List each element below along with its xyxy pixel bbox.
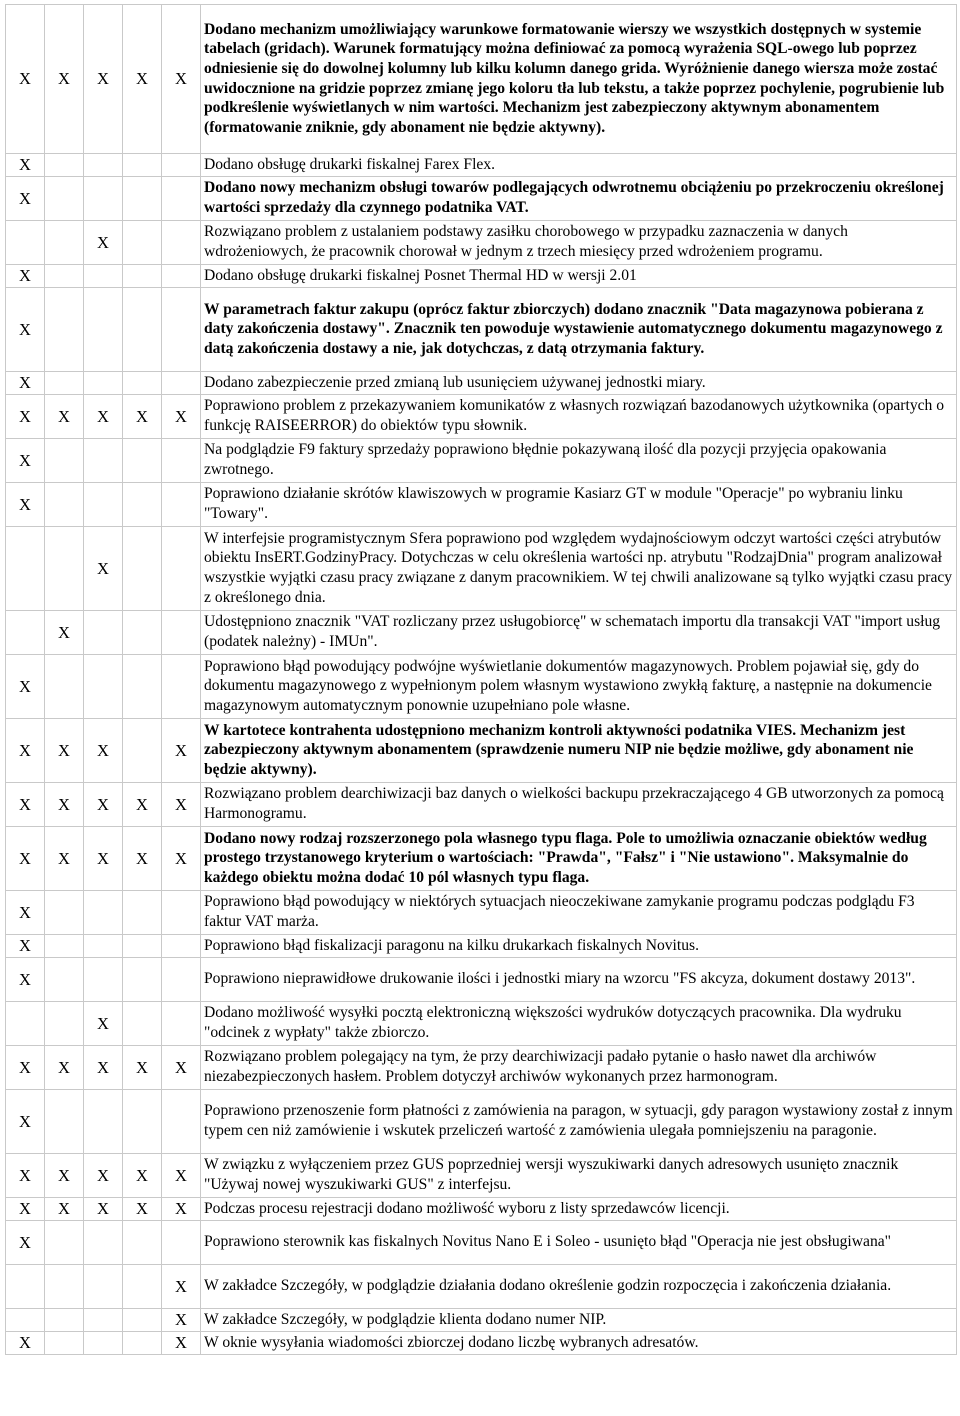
table-row: [6, 1198, 957, 1221]
module-mark-cell: [84, 372, 123, 395]
module-mark-cell: X: [6, 1154, 45, 1198]
change-description: Dodano zabezpieczenie przed zmianą lub usunięciem używanej jednostki miary.: [201, 372, 957, 395]
module-mark-cell: [45, 891, 84, 935]
table-row: [6, 935, 957, 958]
module-mark-cell: X: [123, 827, 162, 891]
module-mark-cell: [84, 935, 123, 958]
module-mark-cell: X: [84, 1046, 123, 1090]
module-mark-cell: [123, 527, 162, 611]
module-mark-cell: [162, 1090, 201, 1154]
module-mark-cell: X: [45, 1154, 84, 1198]
module-mark-cell: [162, 958, 201, 1002]
change-description: Dodano nowy rodzaj rozszerzonego pola własnego typu flaga. Pole to umożliwia oznaczanie obiektów według prostego trzystanowego kryterium o wartościach: "Prawda", "Fałsz" i "Nie ustawiono". Maksymalnie do każdego obiektu można dodać 10 pól własnych typu flaga.: [201, 827, 957, 891]
table-row: [6, 719, 957, 783]
module-mark-cell: [45, 154, 84, 177]
module-mark-cell: X: [45, 395, 84, 439]
module-mark-cell: [45, 288, 84, 372]
table-row: [6, 655, 957, 719]
module-mark-cell: X: [162, 719, 201, 783]
module-mark-cell: [6, 1002, 45, 1046]
table-row: [6, 783, 957, 827]
module-mark-cell: [162, 177, 201, 221]
module-mark-cell: [84, 655, 123, 719]
module-mark-cell: X: [45, 5, 84, 154]
module-mark-cell: X: [123, 395, 162, 439]
module-mark-cell: [45, 1002, 84, 1046]
module-mark-cell: [84, 439, 123, 483]
module-mark-cell: [84, 1309, 123, 1332]
module-mark-cell: X: [84, 221, 123, 265]
module-mark-cell: [123, 265, 162, 288]
module-mark-cell: [162, 935, 201, 958]
module-mark-cell: X: [45, 827, 84, 891]
module-mark-cell: [123, 655, 162, 719]
module-mark-cell: X: [6, 1046, 45, 1090]
table-row: [6, 1154, 957, 1198]
module-mark-cell: X: [6, 439, 45, 483]
module-mark-cell: [6, 527, 45, 611]
table-row: [6, 177, 957, 221]
table-row: [6, 1221, 957, 1265]
module-mark-cell: X: [6, 1332, 45, 1355]
module-mark-cell: X: [162, 1265, 201, 1309]
module-mark-cell: X: [84, 395, 123, 439]
table-row: [6, 827, 957, 891]
module-mark-cell: X: [162, 5, 201, 154]
module-mark-cell: [123, 288, 162, 372]
module-mark-cell: [84, 177, 123, 221]
module-mark-cell: [45, 221, 84, 265]
module-mark-cell: X: [6, 1198, 45, 1221]
module-mark-cell: X: [6, 483, 45, 527]
module-mark-cell: [162, 265, 201, 288]
module-mark-cell: X: [6, 891, 45, 935]
module-mark-cell: X: [84, 1154, 123, 1198]
module-mark-cell: [162, 891, 201, 935]
module-mark-cell: X: [45, 783, 84, 827]
module-mark-cell: [162, 439, 201, 483]
module-mark-cell: X: [6, 372, 45, 395]
change-description: W zakładce Szczegóły, w podglądzie działania dodano określenie godzin rozpoczęcia i zakończenia działania.: [201, 1265, 957, 1309]
module-mark-cell: [45, 1221, 84, 1265]
module-mark-cell: X: [84, 783, 123, 827]
module-mark-cell: [84, 1221, 123, 1265]
change-description: Dodano nowy mechanizm obsługi towarów podlegających odwrotnemu obciążeniu po przekroczeniu określonej wartości sprzedaży dla czynnego podatnika VAT.: [201, 177, 957, 221]
change-description: Poprawiono błąd powodujący w niektórych sytuacjach nieoczekiwane zamykanie programu podczas podglądu F3 faktur VAT marża.: [201, 891, 957, 935]
module-mark-cell: X: [6, 719, 45, 783]
module-mark-cell: X: [6, 265, 45, 288]
module-mark-cell: [6, 1265, 45, 1309]
change-description: Poprawiono nieprawidłowe drukowanie ilości i jednostki miary na wzorcu "FS akcyza, dokument dostawy 2013".: [201, 958, 957, 1002]
module-mark-cell: [123, 1090, 162, 1154]
module-mark-cell: [84, 1090, 123, 1154]
table-row: [6, 1309, 957, 1332]
change-description: W związku z wyłączeniem przez GUS poprzedniej wersji wyszukiwarki danych adresowych usunięto znacznik "Używaj nowej wyszukiwarki GUS" z interfejsu.: [201, 1154, 957, 1198]
module-mark-cell: [45, 1309, 84, 1332]
module-mark-cell: [45, 265, 84, 288]
module-mark-cell: X: [6, 655, 45, 719]
table-row: [6, 5, 957, 154]
module-mark-cell: [6, 611, 45, 655]
module-mark-cell: [123, 611, 162, 655]
module-mark-cell: [84, 154, 123, 177]
change-description: Podczas procesu rejestracji dodano możliwość wyboru z listy sprzedawców licencji.: [201, 1198, 957, 1221]
change-description: Rozwiązano problem z ustalaniem podstawy zasiłku chorobowego w przypadku zaznaczenia w danych wdrożeniowych, że pracownik chorował w jednym z trzech miesięcy przed wdrożeniem programu.: [201, 221, 957, 265]
module-mark-cell: [6, 1309, 45, 1332]
change-description: W kartotece kontrahenta udostępniono mechanizm kontroli aktywności podatnika VIES. Mechanizm jest zabezpieczony aktywnym abonamentem (sprawdzenie numeru NIP nie będzie możliwe, gdy abonament nie będzie aktywny).: [201, 719, 957, 783]
module-mark-cell: [123, 1221, 162, 1265]
change-description: Na podglądzie F9 faktury sprzedaży poprawiono błędnie pokazywaną ilość dla pozycji przyjęcia opakowania zwrotnego.: [201, 439, 957, 483]
module-mark-cell: [123, 177, 162, 221]
module-mark-cell: [162, 611, 201, 655]
module-mark-cell: [162, 154, 201, 177]
module-mark-cell: [162, 288, 201, 372]
table-row: [6, 1265, 957, 1309]
module-mark-cell: X: [6, 288, 45, 372]
change-description: Dodano mechanizm umożliwiający warunkowe formatowanie wierszy we wszystkich dostępnych w systemie tabelach (gridach). Warunek formatujący można definiować za pomocą wyrażenia SQL-owego lub poprzez odniesienie się do dowolnej kolumny lub kilku kolumn danego grida. Wyróżnienie danego wiersza może zostać uwidocznione na gridzie poprzez zmianę jego koloru tła lub tekstu, a także poprzez pochylenie, pogrubienie lub podkreślenie wyświetlanych w nim wartości. Mechanizm jest zabezpieczony aktywnym abonamentem (formatowanie zniknie, gdy abonament nie będzie aktywny).: [201, 5, 957, 154]
module-mark-cell: [123, 935, 162, 958]
module-mark-cell: X: [84, 527, 123, 611]
module-mark-cell: [45, 958, 84, 1002]
table-row: [6, 958, 957, 1002]
module-mark-cell: X: [162, 1198, 201, 1221]
module-mark-cell: X: [6, 783, 45, 827]
module-mark-cell: [123, 891, 162, 935]
module-mark-cell: [45, 935, 84, 958]
module-mark-cell: [123, 1002, 162, 1046]
module-mark-cell: [84, 1332, 123, 1355]
module-mark-cell: X: [6, 5, 45, 154]
module-mark-cell: X: [6, 827, 45, 891]
module-mark-cell: [84, 958, 123, 1002]
module-mark-cell: X: [162, 783, 201, 827]
module-mark-cell: [45, 527, 84, 611]
module-mark-cell: X: [6, 395, 45, 439]
module-mark-cell: [162, 655, 201, 719]
module-mark-cell: X: [162, 827, 201, 891]
module-mark-cell: X: [45, 1046, 84, 1090]
change-description: Poprawiono sterownik kas fiskalnych Novitus Nano E i Soleo - usunięto błąd "Operacja nie jest obsługiwana": [201, 1221, 957, 1265]
table-row: [6, 395, 957, 439]
module-mark-cell: [123, 439, 162, 483]
module-mark-cell: X: [6, 1221, 45, 1265]
change-description: Dodano obsługę drukarki fiskalnej Farex Flex.: [201, 154, 957, 177]
module-mark-cell: X: [6, 1090, 45, 1154]
module-mark-cell: [123, 958, 162, 1002]
module-mark-cell: [123, 221, 162, 265]
module-mark-cell: X: [84, 1002, 123, 1046]
change-description: Poprawiono przenoszenie form płatności z zamówienia na paragon, w sytuacji, gdy paragon wystawiony został z innym typem cen niż zamówienie i wskutek przeliczeń wartość z zamówienia ulegała pomniejszeniu na paragonie.: [201, 1090, 957, 1154]
module-mark-cell: [162, 221, 201, 265]
changelog-table: [5, 4, 957, 1355]
table-row: [6, 611, 957, 655]
module-mark-cell: [84, 611, 123, 655]
table-row: [6, 1002, 957, 1046]
module-mark-cell: X: [84, 1198, 123, 1221]
module-mark-cell: X: [45, 719, 84, 783]
table-row: [6, 483, 957, 527]
module-mark-cell: [162, 483, 201, 527]
table-row: [6, 1090, 957, 1154]
change-description: W zakładce Szczegóły, w podglądzie klienta dodano numer NIP.: [201, 1309, 957, 1332]
change-description: W oknie wysyłania wiadomości zbiorczej dodano liczbę wybranych adresatów.: [201, 1332, 957, 1355]
module-mark-cell: [162, 1002, 201, 1046]
change-description: Poprawiono działanie skrótów klawiszowych w programie Kasiarz GT w module "Operacje" po wybraniu linku "Towary".: [201, 483, 957, 527]
module-mark-cell: [45, 372, 84, 395]
module-mark-cell: [123, 1309, 162, 1332]
change-description: W parametrach faktur zakupu (oprócz faktur zbiorczych) dodano znacznik "Data magazynowa pobierana z daty zakończenia dostawy". Znacznik ten powoduje wystawienie automatycznego dokumentu magazynowego z datą zakończenia dostawy a nie, jak dotychczas, z datą otrzymania faktury.: [201, 288, 957, 372]
module-mark-cell: X: [123, 1198, 162, 1221]
module-mark-cell: X: [6, 935, 45, 958]
table-row: [6, 221, 957, 265]
module-mark-cell: X: [45, 611, 84, 655]
module-mark-cell: [162, 1221, 201, 1265]
change-description: Dodano obsługę drukarki fiskalnej Posnet Thermal HD w wersji 2.01: [201, 265, 957, 288]
module-mark-cell: X: [84, 827, 123, 891]
module-mark-cell: X: [123, 1046, 162, 1090]
change-description: Rozwiązano problem polegający na tym, że przy dearchiwizacji padało pytanie o hasło nawet dla archiwów niezabezpieczonych hasłem. Problem dotyczył archiwów wykonanych przez harmonogram.: [201, 1046, 957, 1090]
table-row: [6, 265, 957, 288]
module-mark-cell: [45, 1090, 84, 1154]
module-mark-cell: [84, 1265, 123, 1309]
table-row: [6, 527, 957, 611]
module-mark-cell: [6, 221, 45, 265]
module-mark-cell: [162, 527, 201, 611]
module-mark-cell: X: [84, 5, 123, 154]
change-description: Rozwiązano problem dearchiwizacji baz danych o wielkości backupu przekraczającego 4 GB utworzonych za pomocą Harmonogramu.: [201, 783, 957, 827]
change-description: W interfejsie programistycznym Sfera poprawiono pod względem wydajnościowym odczyt wartości części atrybutów obiektu InsERT.GodzinyPracy. Dotychczas w celu określenia wartości np. atrybutu "RodzajDnia" program analizował wszystkie wyjątki czasu pracy związane z danym pracownikiem. W tej chwili analizowane są tylko wyjątki czasu pracy z określonego dnia.: [201, 527, 957, 611]
module-mark-cell: [45, 655, 84, 719]
module-mark-cell: [123, 372, 162, 395]
module-mark-cell: [162, 372, 201, 395]
module-mark-cell: [123, 1265, 162, 1309]
table-row: [6, 288, 957, 372]
module-mark-cell: [45, 177, 84, 221]
module-mark-cell: X: [162, 1309, 201, 1332]
module-mark-cell: X: [162, 1046, 201, 1090]
module-mark-cell: X: [162, 1154, 201, 1198]
module-mark-cell: X: [123, 1154, 162, 1198]
change-description: Poprawiono błąd powodujący podwójne wyświetlanie dokumentów magazynowych. Problem pojawiał się, gdy do dokumentu magazynowego z wypełnionym polem własnym wystawiono zwykłą fakturę, a następnie na dokumencie magazynowym automatycznym ponownie uzupełniano pole własne.: [201, 655, 957, 719]
changelog-body: [6, 5, 957, 1355]
change-description: Poprawiono błąd fiskalizacji paragonu na kilku drukarkach fiskalnych Novitus.: [201, 935, 957, 958]
module-mark-cell: X: [6, 958, 45, 1002]
table-row: [6, 439, 957, 483]
table-row: [6, 1046, 957, 1090]
module-mark-cell: [45, 483, 84, 527]
module-mark-cell: [84, 483, 123, 527]
change-description: Dodano możliwość wysyłki pocztą elektroniczną większości wydruków dotyczących pracownika. Dla wydruku "odcinek z wypłaty" także zbiorczo.: [201, 1002, 957, 1046]
module-mark-cell: X: [162, 395, 201, 439]
change-description: Poprawiono problem z przekazywaniem komunikatów z własnych rozwiązań bazodanowych użytkownika (opartych o funkcję RAISEERROR) do obiektów typu słownik.: [201, 395, 957, 439]
module-mark-cell: [45, 1265, 84, 1309]
module-mark-cell: [84, 288, 123, 372]
module-mark-cell: [123, 1332, 162, 1355]
module-mark-cell: [123, 719, 162, 783]
module-mark-cell: X: [45, 1198, 84, 1221]
module-mark-cell: X: [84, 719, 123, 783]
table-row: [6, 1332, 957, 1355]
module-mark-cell: [84, 265, 123, 288]
module-mark-cell: X: [162, 1332, 201, 1355]
module-mark-cell: [45, 439, 84, 483]
module-mark-cell: X: [123, 783, 162, 827]
table-row: [6, 372, 957, 395]
module-mark-cell: X: [6, 177, 45, 221]
module-mark-cell: [123, 483, 162, 527]
module-mark-cell: [123, 154, 162, 177]
module-mark-cell: [84, 891, 123, 935]
module-mark-cell: X: [123, 5, 162, 154]
table-row: [6, 154, 957, 177]
table-row: [6, 891, 957, 935]
module-mark-cell: X: [6, 154, 45, 177]
change-description: Udostępniono znacznik "VAT rozliczany przez usługobiorcę" w schematach importu dla transakcji VAT "import usług (podatek należny) - IMUn".: [201, 611, 957, 655]
module-mark-cell: [45, 1332, 84, 1355]
